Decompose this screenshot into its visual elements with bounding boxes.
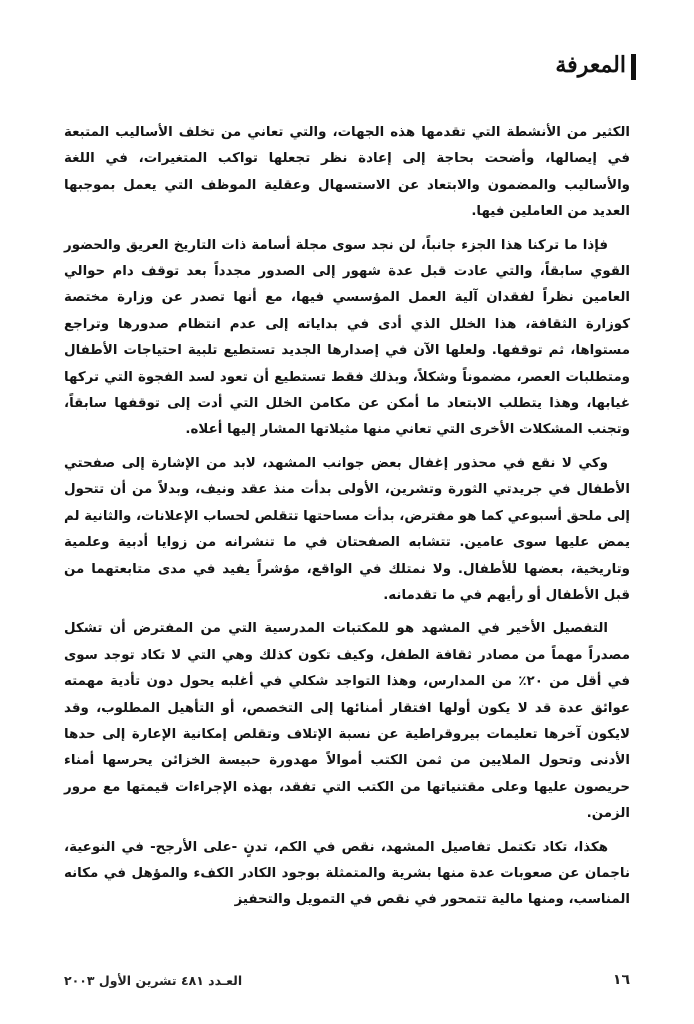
article-body	[64, 120, 630, 921]
paragraph-5: هكذا، تكاد تكتمل تفاصيل المشهد، نقص في الكم، تدنٍ -على الأرجح- في النوعية، ناجمان عن صعوبات عدة منها بشرية والمتمثلة بوجود الكادر الكفء والمؤهل في مكانه المناسب، ومنها مالية تتمحور في نقص في التمويل والتحفيز	[64, 839, 630, 908]
page-number: ١٦	[612, 972, 630, 988]
paragraph-1: الكثير من الأنشطة التي تقدمها هذه الجهات، والتي تعاني من تخلف الأساليب المتبعة في إيصالها، وأضحت بحاجة إلى إعادة نظر تجعلها تواكب المتغيرات، في اللغة والأساليب والمضمون والابتعاد عن الاستسهال وعقلية الموظف التي يعمل بموجبها العديد من العاملين فيها.	[64, 125, 630, 220]
issue-info: العـدد ٤٨١ تشرين الأول ٢٠٠٣	[64, 972, 243, 988]
logo-bar	[631, 54, 636, 80]
paragraph-4: التفصيل الأخير في المشهد هو للمكتبات المدرسية التي من المفترض أن تشكل مصدراً مهماً من مصادر ثقافة الطفل، وكيف تكون كذلك وهي التي لا تكاد توجد سوى في أقل من ٢٠٪ من المدارس، وهذا التواجد شكلي في أغلبه يحول دون تأدية مهمته عوائق عدة قد لا يكون أولها افتقار أمنائها إلى التخصص، أو التأهيل المطلوب، وقد لايكون آخرها تعليمات بيروقراطية عن نسبة الإتلاف وتقلص إمكانية الإعارة إلى حدها الأدنى وتحول الملايين من ثمن الكتب أموالاً مهدورة حبيسة الخزائن يحرسها أمناء حريصون عليها وعلى مقتنياتها من الكتب التي تفقد، بهذه الإجراءات قيمتها مع مرور الزمن.	[64, 621, 631, 822]
magazine-logo: المعرفة	[555, 52, 626, 78]
paragraph-2: فإذا ما تركنا هذا الجزء جانباً، لن نجد سوى مجلة أسامة ذات التاريخ العريق والحضور القوي سابقاً، والتي عادت قبل عدة شهور إلى الصدور مجدداً بعد توقف دام حوالي العامين نظراً لفقدان آلية العمل المؤسسي فيها، مع أنها تصدر عن وزارة مختصة كوزارة الثقافة، هذا الخلل الذي أدى في بداياته إلى عدم انتظام صدورها وتراجع مستواها، ثم توقفها. ولعلها الآن في إصدارها الجديد تستطيع تلبية احتياجات الأطفال ومتطلبات العصر، مضموناً وشكلاً، وبذلك فقط تستطيع أن تعود لسد الفجوة التي تركها غيابها، وهذا يتطلب الابتعاد ما أمكن عن مكامن الخلل التي أدت إلى توقفها سابقاً، وتجنب المشكلات الأخرى التي تعاني منها مثيلاتها المشار إليها أعلاه.	[64, 237, 630, 438]
paragraph-3: وكي لا نقع في محذور إغفال بعض جوانب المشهد، لابد من الإشارة إلى صفحتي الأطفال في جريدتي الثورة وتشرين، الأولى بدأت منذ عقد ونيف، وبدلاً من أن تتحول إلى ملحق أسبوعي كما هو مفترض، بدأت مساحتها تتقلص لحساب الإعلانات، والثانية لم يمض عليها سوى عامين. تتشابه الصفحتان في ما تنشرانه من زوايا أدبية وعلمية وتاريخية، بعضها للأطفال. ولا نمتلك في الواقع، مؤشراً يفيد في مدى متابعتهما من قبل الأطفال أو رأيهم في ما تقدمانه.	[64, 455, 630, 603]
page-footer	[64, 972, 630, 988]
